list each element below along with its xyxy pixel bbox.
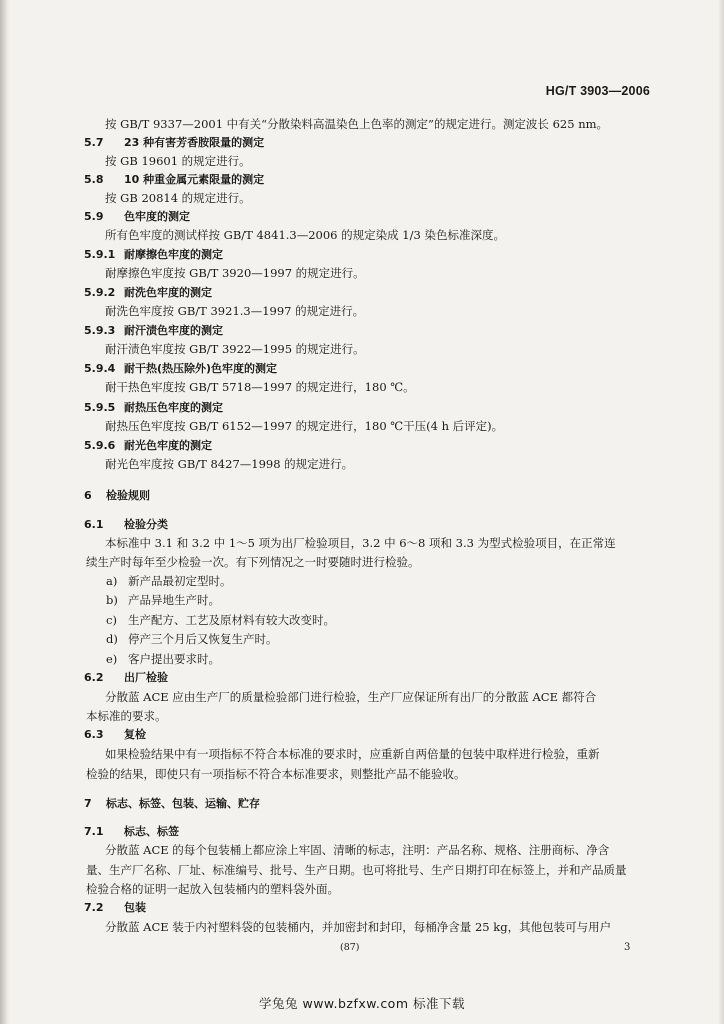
- paragraph-line: 本标准的要求。: [86, 709, 167, 723]
- paragraph-line: 耐摩擦色牢度按 GB/T 3920—1997 的规定进行。: [105, 266, 365, 280]
- paragraph-line: 按 GB 20814 的规定进行。: [105, 191, 251, 205]
- heading-title: 耐热压色牢度的测定: [124, 401, 223, 414]
- heading-5-8: [84, 172, 264, 187]
- heading-7: [84, 796, 260, 811]
- heading-number: 5.8: [84, 173, 104, 186]
- heading-number: 5.9.5: [84, 401, 116, 414]
- scan-edge-shadow: [0, 0, 10, 1024]
- heading-5-9-6: [84, 438, 212, 453]
- heading-title: 23 种有害芳香胺限量的测定: [124, 136, 265, 149]
- heading-title: 包装: [124, 901, 146, 914]
- list-item-label: a): [106, 574, 118, 588]
- heading-5-9-5: [84, 400, 223, 415]
- heading-title: 标志、标签、包装、运输、贮存: [106, 797, 260, 810]
- list-item-text: 产品异地生产时。: [128, 593, 220, 607]
- heading-title: 耐洗色牢度的测定: [124, 286, 212, 299]
- list-item-label: b): [106, 593, 118, 607]
- heading-6-1: [84, 517, 168, 532]
- heading-number: 7.2: [84, 901, 104, 914]
- page-number-center: (87): [340, 942, 360, 953]
- paragraph-line: 分散蓝 ACE 的每个包装桶上都应涂上牢固、清晰的标志，注明：产品名称、规格、注册商标、净含: [105, 843, 610, 857]
- heading-number: 6.2: [84, 671, 104, 684]
- list-item: [106, 613, 335, 628]
- paragraph-line: 检验合格的证明一起放入包装桶内的塑料袋外面。: [86, 882, 339, 896]
- paragraph-line: 量、生产厂名称、厂址、标准编号、批号、生产日期。也可将批号、生产日期打印在标签上，并和产品质量: [86, 863, 627, 877]
- heading-5-9-3: [84, 323, 223, 338]
- list-item-text: 停产三个月后又恢复生产时。: [128, 632, 278, 646]
- heading-title: 出厂检验: [124, 671, 168, 684]
- heading-number: 5.9.4: [84, 362, 116, 375]
- heading-title: 耐摩擦色牢度的测定: [124, 248, 223, 261]
- paragraph-line: 耐洗色牢度按 GB/T 3921.3—1997 的规定进行。: [105, 304, 365, 318]
- heading-5-9: [84, 209, 190, 224]
- heading-title: 标志、标签: [124, 825, 179, 838]
- paragraph-line: 耐光色牢度按 GB/T 8427—1998 的规定进行。: [105, 457, 354, 471]
- paragraph-line: 按 GB/T 9337—2001 中有关“分散染料高温染色上色率的测定”的规定进行。测定波长 625 nm。: [105, 117, 609, 131]
- heading-6: [84, 488, 150, 503]
- heading-title: 耐干热(热压除外)色牢度的测定: [124, 362, 278, 375]
- list-item-text: 客户提出要求时。: [128, 652, 220, 666]
- standard-code: HG/T 3903—2006: [545, 84, 650, 98]
- heading-title: 检验规则: [106, 489, 150, 502]
- heading-7-1: [84, 824, 179, 839]
- heading-number: 5.9.3: [84, 324, 116, 337]
- footer-watermark: 学兔兔 www.bzfxw.com 标准下载: [259, 996, 465, 1011]
- list-item: [106, 574, 232, 589]
- paragraph-line: 耐热压色牢度按 GB/T 6152—1997 的规定进行，180 ℃干压(4 h 后评定)。: [105, 419, 504, 433]
- scan-edge-shadow-right: [718, 0, 724, 1024]
- paragraph-line: 本标准中 3.1 和 3.2 中 1～5 项为出厂检验项目，3.2 中 6～8 项和 3.3 为型式检验项目，在正常连: [105, 536, 616, 550]
- heading-number: 6.1: [84, 518, 104, 531]
- heading-number: 5.9.1: [84, 248, 116, 261]
- heading-number: 6.3: [84, 728, 104, 741]
- heading-5-9-2: [84, 285, 212, 300]
- heading-number: 5.9: [84, 210, 104, 223]
- paragraph-line: 分散蓝 ACE 装于内衬塑料袋的包装桶内，并加密封和封印，每桶净含量 25 kg，其他包装可与用户: [105, 920, 612, 934]
- heading-number: 7: [84, 797, 92, 810]
- heading-5-9-4: [84, 361, 277, 376]
- heading-number: 7.1: [84, 825, 104, 838]
- heading-5-7: [84, 135, 264, 150]
- paragraph-line: 耐汗渍色牢度按 GB/T 3922—1995 的规定进行。: [105, 342, 365, 356]
- heading-6-2: [84, 670, 168, 685]
- heading-number: 5.9.6: [84, 439, 116, 452]
- heading-number: 6: [84, 489, 92, 502]
- list-item: [106, 632, 278, 647]
- list-item-label: e): [106, 652, 118, 666]
- paragraph-line: 如果检验结果中有一项指标不符合本标准的要求时，应重新自两倍量的包装中取样进行检验，重新: [105, 747, 600, 761]
- heading-title: 检验分类: [124, 518, 168, 531]
- list-item-text: 生产配方、工艺及原材料有较大改变时。: [128, 613, 335, 627]
- heading-title: 耐光色牢度的测定: [124, 439, 212, 452]
- heading-5-9-1: [84, 247, 223, 262]
- heading-7-2: [84, 900, 146, 915]
- paragraph-line: 所有色牢度的测试样按 GB/T 4841.3—2006 的规定染成 1/3 染色标准深度。: [105, 228, 505, 242]
- page-number: 3: [624, 942, 631, 953]
- heading-number: 5.7: [84, 136, 104, 149]
- heading-title: 复检: [124, 728, 146, 741]
- list-item-label: c): [106, 613, 117, 627]
- paragraph-line: 续生产时每年至少检验一次。有下列情况之一时要随时进行检验。: [86, 555, 420, 569]
- list-item-text: 新产品最初定型时。: [128, 574, 232, 588]
- heading-title: 耐汗渍色牢度的测定: [124, 324, 223, 337]
- paragraph-line: 耐干热色牢度按 GB/T 5718—1997 的规定进行，180 ℃。: [105, 380, 415, 394]
- list-item: [106, 593, 220, 608]
- paragraph-line: 按 GB 19601 的规定进行。: [105, 154, 251, 168]
- heading-title: 10 种重金属元素限量的测定: [124, 173, 265, 186]
- paragraph-line: 分散蓝 ACE 应由生产厂的质量检验部门进行检验，生产厂应保证所有出厂的分散蓝 ACE 都符合: [105, 690, 597, 704]
- paragraph-line: 检验的结果，即使只有一项指标不符合本标准要求，则整批产品不能验收。: [86, 767, 466, 781]
- heading-6-3: [84, 727, 146, 742]
- list-item-label: d): [106, 632, 118, 646]
- list-item: [106, 652, 220, 667]
- heading-title: 色牢度的测定: [124, 210, 190, 223]
- heading-number: 5.9.2: [84, 286, 116, 299]
